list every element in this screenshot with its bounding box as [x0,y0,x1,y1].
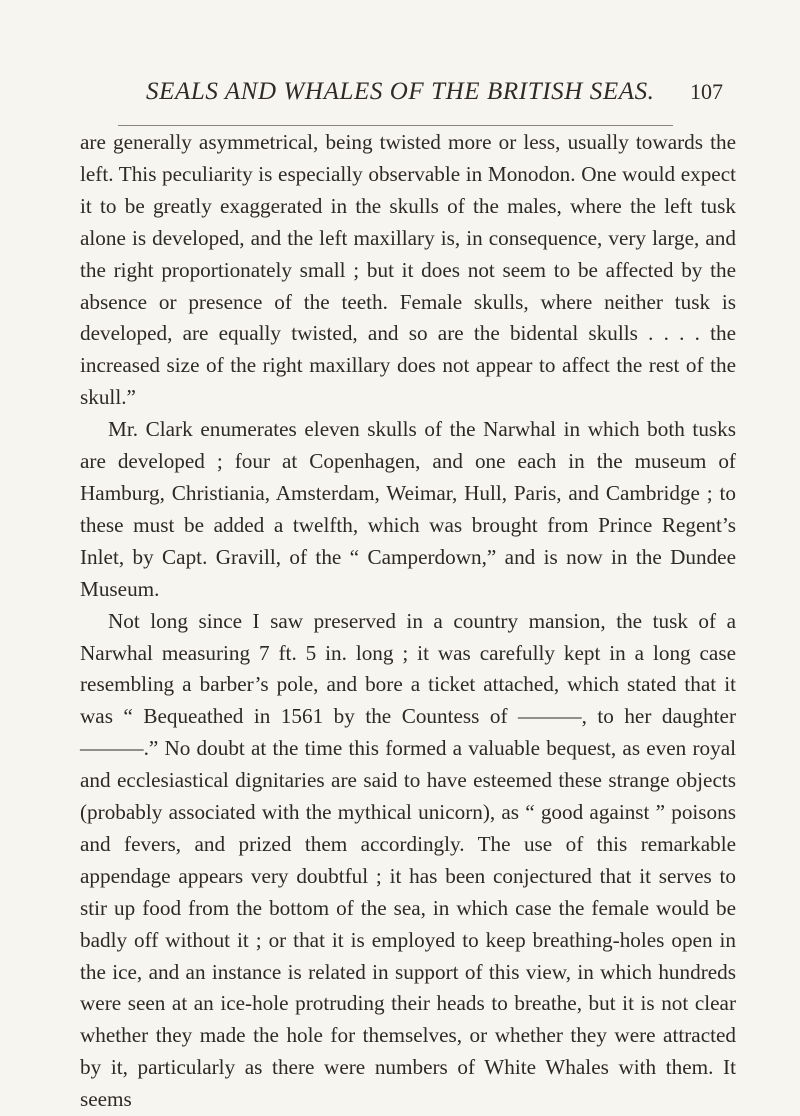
page-number: 107 [690,79,723,104]
running-title: SEALS AND WHALES OF THE BRITISH SEAS. [146,78,655,105]
paragraph: are generally asymmetrical, being twisted more or less, usually towards the left. This peculiarity is especially observable in Monodon. One would expect it to be greatly exaggerated in the skulls of the males, where the left tusk alone is developed, and the left maxillary is, in consequence, very large, and the right proportionately small ; but it does not seem to be affected by the absence or presence of the teeth. Female skulls, where neither tusk is developed, are equally twisted, and so are the bidental skulls . . . . the increased size of the right maxillary does not appear to affect the rest of the skull.” [80,130,736,410]
page-header [0,78,800,108]
body-text [80,127,736,1116]
header-rule [118,125,673,126]
paragraph: Not long since I saw preserved in a country mansion, the tusk of a Narwhal measuring 7 ft. 5 in. long ; it was carefully kept in a long case resembling a barber’s pole, and bore a ticket attached, which stated that it was “ Bequeathed in 1561 by the Countess of ———, to her daughter ———.” No doubt at the time this formed a valuable bequest, as even royal and ecclesiastical dignitaries are said to have esteemed these strange objects (probably associated with the mythical unicorn), as “ good against ” poisons and fevers, and prized them accordingly. The use of this remarkable appendage appears very doubtful ; it has been conjectured that it serves to stir up food from the bottom of the sea, in which case the female would be badly off without it ; or that it is employed to keep breathing-holes open in the ice, and an instance is related in support of this view, in which hundreds were seen at an ice-hole protruding their heads to breathe, but it is not clear whether they made the hole for themselves, or whether they were attracted by it, particularly as there were numbers of White Whales with them. It seems [80,608,736,1112]
paragraph: Mr. Clark enumerates eleven skulls of the Narwhal in which both tusks are developed ; four at Copenhagen, and one each in the museum of Hamburg, Christiania, Amsterdam, Weimar, Hull, Paris, and Cambridge ; to these must be added a twelfth, which was brought from Prince Regent’s Inlet, by Capt. Gravill, of the “ Camperdown,” and is now in the Dundee Museum. [80,417,736,601]
